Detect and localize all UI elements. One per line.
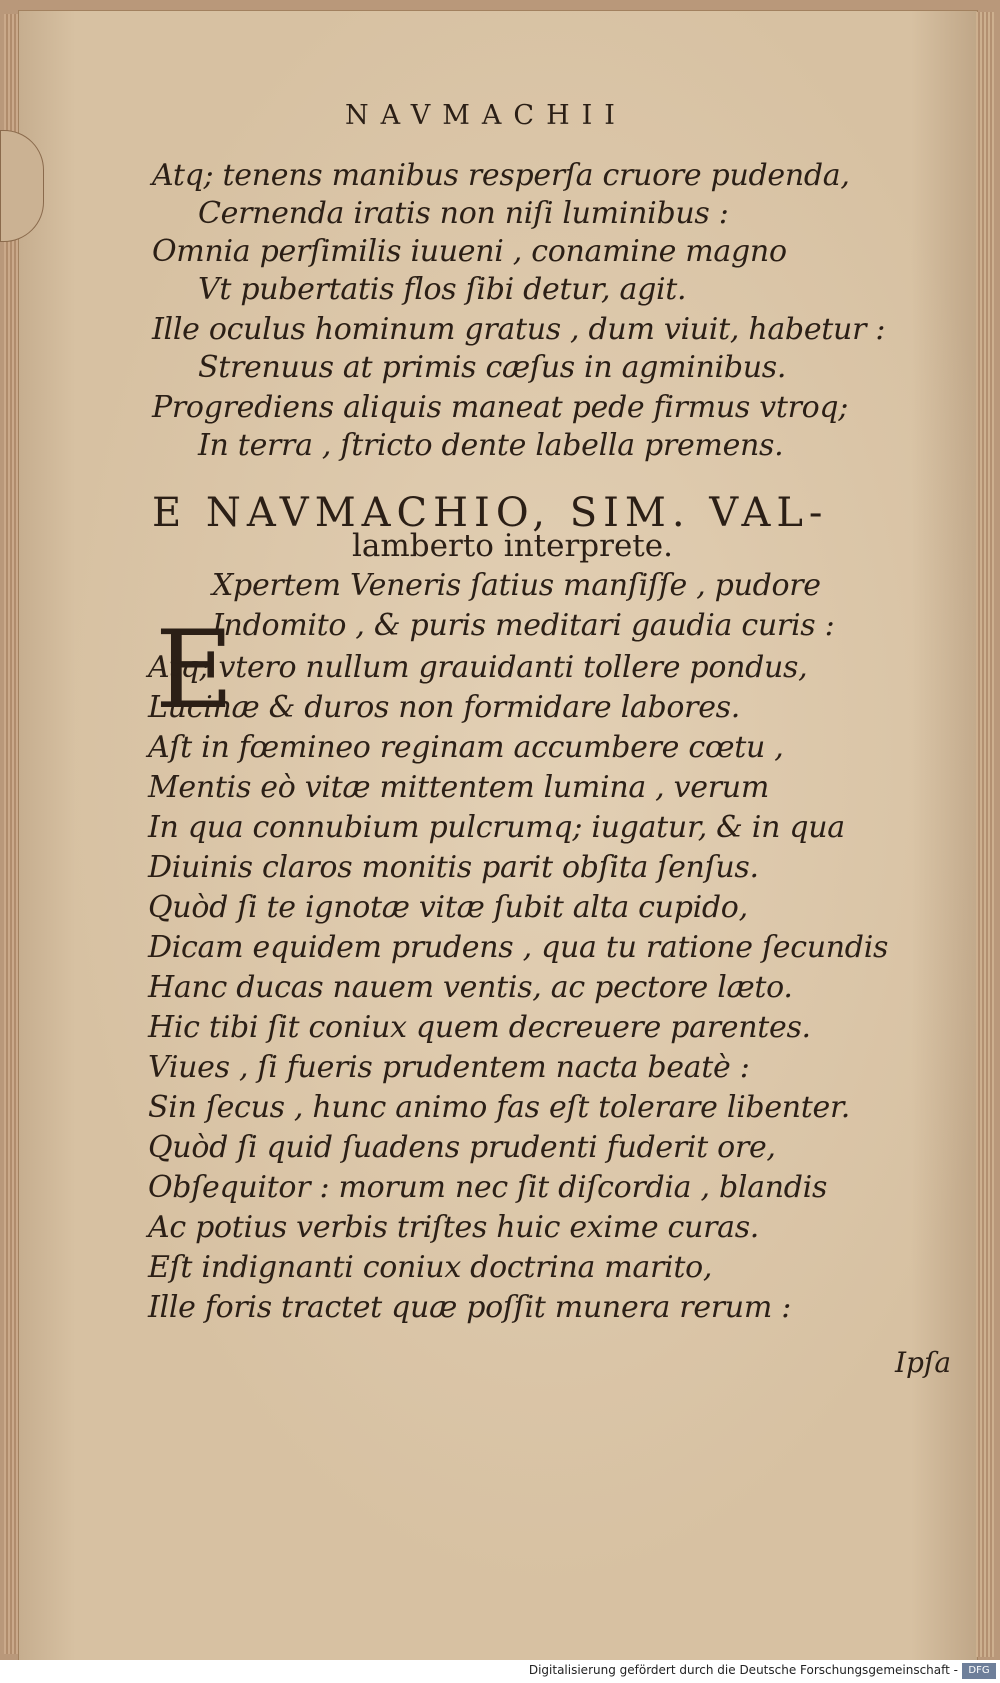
poem-b-line: Eſt indignanti coniux doctrina marito, xyxy=(148,1250,713,1285)
catchword: Ipſa xyxy=(895,1346,952,1379)
poem-b-line: In qua connubium pulcrumq; iugatur, & in qua xyxy=(148,810,845,845)
poem-b-line: Hic tibi ſit coniux quem decreuere parentes. xyxy=(148,1010,811,1045)
poem-b-line: Obſequitor : morum nec ſit diſcordia , blandis xyxy=(148,1170,828,1205)
poem-a-line: Omnia perſimilis iuueni , conamine magno xyxy=(152,234,787,269)
poem-a-line: Strenuus at primis cæſus in agminibus. xyxy=(198,350,787,385)
poem-b-line: Mentis eò vitæ mittentem lumina , verum xyxy=(148,770,769,805)
poem-b-line: Atq; vtero nullum grauidanti tollere pondus, xyxy=(148,650,808,685)
poem-b-line: Diuinis claros monitis parit obſita ſenſus. xyxy=(148,850,759,885)
poem-a-line: Vt pubertatis flos ſibi detur, agit. xyxy=(198,272,687,307)
poem-a-line: In terra , ſtricto dente labella premens. xyxy=(198,428,784,463)
poem-b-line: Quòd ſi te ignotæ vitæ ſubit alta cupido, xyxy=(148,890,748,925)
poem-b-line: Dicam equidem prudens , qua tu ratione ſecundis xyxy=(148,930,889,965)
poem-b-line: Ac potius verbis triſtes huic exime curas. xyxy=(148,1210,760,1245)
poem-b-line: Quòd ſi quid ſuadens prudenti fuderit ore, xyxy=(148,1130,776,1165)
poem-b-line: Lucinæ & duros non formidare labores. xyxy=(148,690,740,725)
poem-b-line: Sin ſecus , hunc animo fas eſt tolerare libenter. xyxy=(148,1090,850,1125)
section-subheading: lamberto interprete. xyxy=(352,528,673,564)
dfg-logo-icon: DFG xyxy=(962,1663,996,1679)
running-head: NAVMACHII xyxy=(345,100,627,131)
poem-a-line: Cernenda iratis non niſi luminibus : xyxy=(198,196,729,231)
poem-a-line: Progrediens aliquis maneat pede firmus vtroq; xyxy=(152,390,849,425)
drop-cap: E xyxy=(155,608,234,733)
poem-b-line: Viues , ſi fueris prudentem nacta beatè : xyxy=(148,1050,750,1085)
footer-credit: Digitalisierung gefördert durch die Deutsche Forschungsgemeinschaft - xyxy=(528,1663,958,1677)
poem-b-line: Ille foris tractet quæ poſſit munera rerum : xyxy=(148,1290,792,1325)
poem-b-line: Xpertem Veneris ſatius manſiſſe , pudore xyxy=(212,568,821,603)
section-heading: E NAVMACHIO, SIM. VAL- xyxy=(152,490,829,536)
right-page-edges xyxy=(976,12,994,1657)
poem-a-line: Ille oculus hominum gratus , dum viuit, habetur : xyxy=(152,312,886,347)
poem-b-line: Indomito , & puris meditari gaudia curis : xyxy=(212,608,835,643)
poem-b-line: Aſt in fœmineo reginam accumbere cœtu , xyxy=(148,730,784,765)
poem-b-line: Hanc ducas nauem ventis, ac pectore læto. xyxy=(148,970,793,1005)
poem-a-line: Atq; tenens manibus resperſa cruore pudenda, xyxy=(152,158,850,193)
